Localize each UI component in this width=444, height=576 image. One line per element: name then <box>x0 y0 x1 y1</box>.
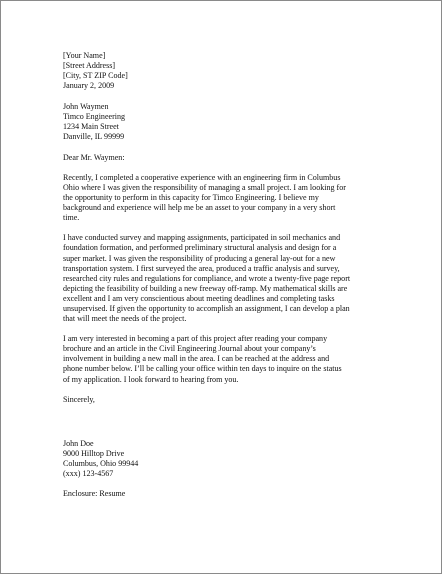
body-paragraph-1 <box>63 173 403 223</box>
recipient-block <box>63 102 403 142</box>
enclosure-note: Enclosure: Resume <box>63 489 126 499</box>
body-paragraph-2 <box>63 233 403 324</box>
signer-name: John Doe <box>63 438 94 448</box>
paragraph-line: researched city rules and regulations for compliance, and wrote a twenty-five page report <box>63 273 351 283</box>
sender-name: [Your Name] <box>63 51 106 60</box>
paragraph-line: super market. I was given the responsibility of producing a general lay-out for a new <box>63 253 336 263</box>
paragraph-line: the opportunity to perform in this capacity for Timco Engineering. I believe my <box>63 193 319 203</box>
sender-city: [City, ST ZIP Code] <box>63 71 128 81</box>
recipient-city: Danville, IL 99999 <box>63 132 125 142</box>
paragraph-line: phone number below. I’ll be calling your office within ten days to inquire on the status <box>63 364 342 374</box>
paragraph-line: brochure and an article in the Civil Engineering Journal about your company’s <box>63 344 316 354</box>
paragraph-line: of my application. I look forward to hearing from you. <box>63 374 239 384</box>
paragraph-line: involvement in building a new mall in the area. I can be reached at the address and <box>63 354 330 364</box>
paragraph-line: unsupervised. If given the opportunity to accomplish an assignment, I can develop a plan <box>63 303 350 313</box>
paragraph-line: I have conducted survey and mapping assignments, participated in soil mechanics and <box>63 233 341 243</box>
paragraph-line: excellent and I am very conscientious about meeting deadlines and completing tasks <box>63 293 335 303</box>
signer-city: Columbus, Ohio 99944 <box>63 458 139 468</box>
signer-phone: (xxx) 123-4567 <box>63 469 114 478</box>
paragraph-line: Ohio where I was given the responsibility of managing a small project. I am looking for <box>63 182 346 192</box>
paragraph-line: I am very interested in becoming a part of this project after reading your company <box>63 334 328 344</box>
paragraph-line: Recently, I completed a cooperative experience with an engineering firm in Columbus <box>63 172 341 182</box>
paragraph-line: time. <box>63 213 80 223</box>
paragraph-line: transportation system. I first surveyed the area, produced a traffic analysis and survey, <box>63 263 340 273</box>
paragraph-line: that will meet the needs of the project. <box>63 314 187 324</box>
signer-street: 9000 Hilltop Drive <box>63 448 125 458</box>
paragraph-line: background and experience will help me be an asset to your company in a very short <box>63 203 336 213</box>
sender-street: [Street Address] <box>63 61 116 71</box>
salutation: Dear Mr. Waymen: <box>63 152 125 162</box>
paragraph-line: foundation formation, and performed preliminary structural analysis and design for a <box>63 243 337 253</box>
cover-letter <box>63 51 403 499</box>
sender-block <box>63 51 403 91</box>
recipient-street: 1234 Main Street <box>63 122 119 132</box>
letter-date: January 2, 2009 <box>63 81 115 91</box>
paragraph-line: depicting the feasibility of building a new freeway off-ramp. My mathematical skills are <box>63 283 348 293</box>
closing: Sincerely, <box>63 394 95 404</box>
body-paragraph-3 <box>63 334 403 384</box>
recipient-name: John Waymen <box>63 101 109 111</box>
recipient-company: Timco Engineering <box>63 111 126 121</box>
signature-block <box>63 439 403 479</box>
